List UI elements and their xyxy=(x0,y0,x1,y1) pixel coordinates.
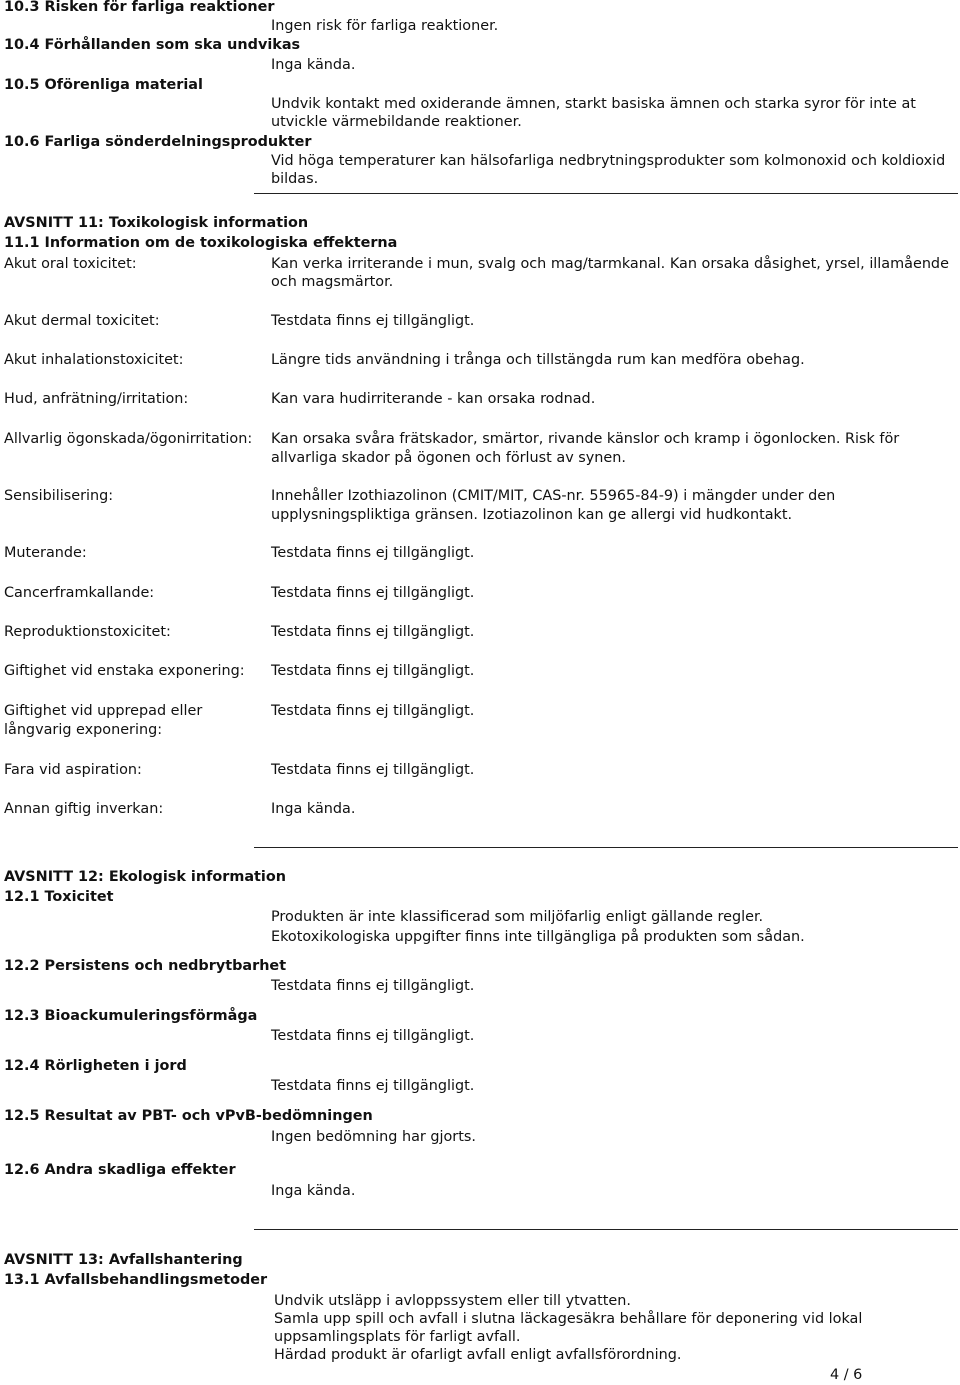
section-12-4-text: Testdata finns ej tillgängligt. xyxy=(271,1078,475,1094)
section-13-1-text-line: Samla upp spill och avfall i slutna läckagesäkra behållare för deponering vid lokal xyxy=(274,1311,863,1327)
section-divider xyxy=(254,1229,958,1230)
section-12-3-heading: 12.3 Bioackumuleringsförmåga xyxy=(4,1008,258,1024)
tox-row-label: Giftighet vid enstaka exponering: xyxy=(4,663,245,679)
section-13-1-text-line: uppsamlingsplats för farligt avfall. xyxy=(274,1329,521,1345)
tox-row-label: Annan giftig inverkan: xyxy=(4,801,164,817)
section-11-1-heading: 11.1 Information om de toxikologiska effekterna xyxy=(4,235,398,251)
section-13-1-heading: 13.1 Avfallsbehandlingsmetoder xyxy=(4,1272,268,1288)
tox-row-value-line2: och magsmärtor. xyxy=(271,274,394,290)
section-12-6-text: Inga kända. xyxy=(271,1183,356,1199)
tox-row-label: Fara vid aspiration: xyxy=(4,762,142,778)
section-10-6-text-line2: bildas. xyxy=(271,171,319,187)
tox-row-value: Testdata finns ej tillgängligt. xyxy=(271,585,475,601)
tox-row-value-line1: Kan orsaka svåra frätskador, smärtor, rivande känslor och kramp i ögonlocken. Risk för xyxy=(271,431,900,447)
tox-row-value-line1: Innehåller Izothiazolinon (CMIT/MIT, CAS-nr. 55965-84-9) i mängder under den xyxy=(271,488,836,504)
tox-row-label: Akut oral toxicitet: xyxy=(4,256,137,272)
tox-row-value: Testdata finns ej tillgängligt. xyxy=(271,703,475,719)
section-12-2-heading: 12.2 Persistens och nedbrytbarhet xyxy=(4,958,287,974)
section-10-4-heading: 10.4 Förhållanden som ska undvikas xyxy=(4,37,301,53)
section-12-1-text-line1: Produkten är inte klassificerad som miljöfarlig enligt gällande regler. xyxy=(271,909,764,925)
section-10-6-text-line1: Vid höga temperaturer kan hälsofarliga nedbrytningsprodukter som kolmonoxid och koldioxid xyxy=(271,153,946,169)
section-12-6-heading: 12.6 Andra skadliga effekter xyxy=(4,1162,236,1178)
tox-row-value: Testdata finns ej tillgängligt. xyxy=(271,624,475,640)
tox-row-label: Hud, anfrätning/irritation: xyxy=(4,391,189,407)
section-13-1-text-line: Undvik utsläpp i avloppssystem eller till ytvatten. xyxy=(274,1293,631,1309)
tox-row-label: Muterande: xyxy=(4,545,87,561)
section-10-5-text-line1: Undvik kontakt med oxiderande ämnen, starkt basiska ämnen och starka syror för inte at xyxy=(271,96,916,112)
tox-row-value: Testdata finns ej tillgängligt. xyxy=(271,663,475,679)
tox-row-value: Testdata finns ej tillgängligt. xyxy=(271,545,475,561)
tox-row-label: Akut dermal toxicitet: xyxy=(4,313,160,329)
tox-row-value: Testdata finns ej tillgängligt. xyxy=(271,762,475,778)
tox-row-label: Reproduktionstoxicitet: xyxy=(4,624,171,640)
section-13-title: AVSNITT 13: Avfallshantering xyxy=(4,1252,243,1268)
section-10-3-heading: 10.3 Risken för farliga reaktioner xyxy=(4,0,275,15)
tox-row-label: Akut inhalationstoxicitet: xyxy=(4,352,184,368)
tox-row-value-line1: Kan verka irriterande i mun, svalg och mag/tarmkanal. Kan orsaka dåsighet, yrsel, illamående xyxy=(271,256,949,272)
section-12-2-text: Testdata finns ej tillgängligt. xyxy=(271,978,475,994)
section-12-5-heading: 12.5 Resultat av PBT- och vPvB-bedömningen xyxy=(4,1108,373,1124)
tox-row-label-line1: Giftighet vid upprepad eller xyxy=(4,703,203,719)
section-12-4-heading: 12.4 Rörligheten i jord xyxy=(4,1058,187,1074)
section-10-4-text: Inga kända. xyxy=(271,57,356,73)
tox-row-value: Längre tids användning i trånga och tillstängda rum kan medföra obehag. xyxy=(271,352,805,368)
section-11-title: AVSNITT 11: Toxikologisk information xyxy=(4,215,309,231)
section-12-5-text: Ingen bedömning har gjorts. xyxy=(271,1129,476,1145)
tox-row-value-line2: upplysningspliktiga gränsen. Izotiazolinon kan ge allergi vid hudkontakt. xyxy=(271,507,793,523)
section-divider xyxy=(254,193,958,194)
section-10-5-text-line2: utvickle värmebildande reaktioner. xyxy=(271,114,522,130)
section-10-3-text: Ingen risk för farliga reaktioner. xyxy=(271,18,499,34)
tox-row-label: Allvarlig ögonskada/ögonirritation: xyxy=(4,431,253,447)
section-10-6-heading: 10.6 Farliga sönderdelningsprodukter xyxy=(4,134,312,150)
section-12-3-text: Testdata finns ej tillgängligt. xyxy=(271,1028,475,1044)
tox-row-label-line2: långvarig exponering: xyxy=(4,722,163,738)
section-10-5-heading: 10.5 Oförenliga material xyxy=(4,77,203,93)
section-13-1-text-line: Härdad produkt är ofarligt avfall enligt avfallsförordning. xyxy=(274,1347,682,1363)
tox-row-value: Kan vara hudirriterande - kan orsaka rodnad. xyxy=(271,391,596,407)
tox-row-label: Sensibilisering: xyxy=(4,488,114,504)
section-12-1-heading: 12.1 Toxicitet xyxy=(4,889,114,905)
section-divider xyxy=(254,847,958,848)
section-12-1-text-line2: Ekotoxikologiska uppgifter finns inte tillgängliga på produkten som sådan. xyxy=(271,929,805,945)
tox-row-value-line2: allvarliga skador på ögonen och förlust av synen. xyxy=(271,450,626,466)
tox-row-value: Inga kända. xyxy=(271,801,356,817)
section-12-title: AVSNITT 12: Ekologisk information xyxy=(4,869,286,885)
tox-row-value: Testdata finns ej tillgängligt. xyxy=(271,313,475,329)
tox-row-label: Cancerframkallande: xyxy=(4,585,155,601)
page-number: 4 / 6 xyxy=(830,1367,863,1383)
